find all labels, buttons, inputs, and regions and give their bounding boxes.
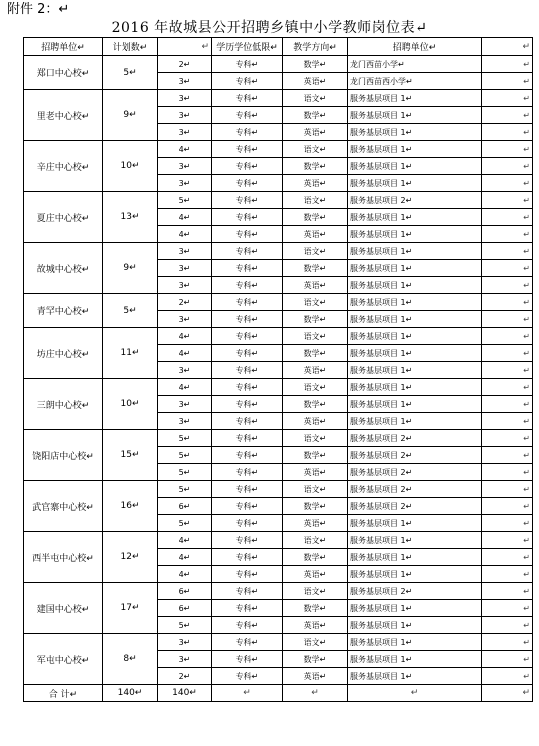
subject-cell: 数学↵ xyxy=(283,107,348,124)
education-level-cell: 专科↵ xyxy=(212,107,283,124)
subject-cell: 英语↵ xyxy=(283,464,348,481)
school-unit-cell: 建国中心校↵ xyxy=(24,583,103,634)
post-count-cell: 3↵ xyxy=(158,311,212,328)
table-row xyxy=(24,192,533,209)
table-row xyxy=(24,56,533,73)
recruiting-unit-cell: 服务基层项目 1↵ xyxy=(348,175,482,192)
row-end-mark: ↵ xyxy=(482,209,533,226)
table-row xyxy=(24,90,533,107)
recruiting-unit-cell: 服务基层项目 1↵ xyxy=(348,600,482,617)
recruiting-unit-cell: 服务基层项目 1↵ xyxy=(348,209,482,226)
recruiting-unit-cell: 服务基层项目 1↵ xyxy=(348,124,482,141)
post-count-cell: 3↵ xyxy=(158,396,212,413)
post-count-cell: 4↵ xyxy=(158,532,212,549)
subject-cell: 语文↵ xyxy=(283,328,348,345)
subject-cell: 英语↵ xyxy=(283,124,348,141)
subject-cell: 英语↵ xyxy=(283,362,348,379)
education-level-cell: 专科↵ xyxy=(212,158,283,175)
recruiting-unit-cell: 龙门西苗西小学↵ xyxy=(348,73,482,90)
plan-count-cell: 10↵ xyxy=(103,379,158,430)
education-level-cell: 专科↵ xyxy=(212,141,283,158)
recruiting-unit-cell: 服务基层项目 2↵ xyxy=(348,498,482,515)
row-end-mark: ↵ xyxy=(482,107,533,124)
recruiting-unit-cell: 服务基层项目 1↵ xyxy=(348,260,482,277)
total-sum: 140↵ xyxy=(158,685,212,702)
row-end-mark: ↵ xyxy=(482,73,533,90)
plan-count-cell: 5↵ xyxy=(103,56,158,90)
subject-cell: 语文↵ xyxy=(283,481,348,498)
subject-cell: 数学↵ xyxy=(283,260,348,277)
recruiting-unit-cell: 服务基层项目 2↵ xyxy=(348,447,482,464)
education-level-cell: 专科↵ xyxy=(212,90,283,107)
recruiting-unit-cell: 服务基层项目 1↵ xyxy=(348,532,482,549)
post-count-cell: 5↵ xyxy=(158,515,212,532)
table-row xyxy=(24,634,533,651)
school-unit-cell: 军屯中心校↵ xyxy=(24,634,103,685)
recruiting-unit-cell: 服务基层项目 1↵ xyxy=(348,345,482,362)
post-count-cell: 3↵ xyxy=(158,651,212,668)
education-level-cell: 专科↵ xyxy=(212,515,283,532)
post-count-cell: 3↵ xyxy=(158,90,212,107)
education-level-cell: 专科↵ xyxy=(212,651,283,668)
education-level-cell: 专科↵ xyxy=(212,379,283,396)
table-row xyxy=(24,481,533,498)
row-end-mark: ↵ xyxy=(482,362,533,379)
row-end-mark: ↵ xyxy=(482,481,533,498)
row-end-mark: ↵ xyxy=(482,668,533,685)
total-subject: ↵ xyxy=(283,685,348,702)
subject-cell: 英语↵ xyxy=(283,668,348,685)
subject-cell: 语文↵ xyxy=(283,583,348,600)
post-count-cell: 5↵ xyxy=(158,430,212,447)
school-unit-cell: 饶阳店中心校↵ xyxy=(24,430,103,481)
education-level-cell: 专科↵ xyxy=(212,532,283,549)
row-end-mark: ↵ xyxy=(482,158,533,175)
recruiting-unit-cell: 服务基层项目 1↵ xyxy=(348,634,482,651)
recruiting-unit-cell: 服务基层项目 1↵ xyxy=(348,651,482,668)
row-end-mark: ↵ xyxy=(482,124,533,141)
subject-cell: 英语↵ xyxy=(283,277,348,294)
post-count-cell: 4↵ xyxy=(158,209,212,226)
recruiting-unit-cell: 服务基层项目 1↵ xyxy=(348,566,482,583)
recruiting-unit-cell: 服务基层项目 1↵ xyxy=(348,668,482,685)
school-unit-cell: 三朗中心校↵ xyxy=(24,379,103,430)
total-end: ↵ xyxy=(482,685,533,702)
recruiting-unit-cell: 服务基层项目 1↵ xyxy=(348,311,482,328)
education-level-cell: 专科↵ xyxy=(212,447,283,464)
header-subject: 教学方向↵ xyxy=(283,38,348,56)
post-count-cell: 5↵ xyxy=(158,464,212,481)
table-row xyxy=(24,379,533,396)
row-end-mark: ↵ xyxy=(482,600,533,617)
header-edu: 学历学位低限↵ xyxy=(212,38,283,56)
post-count-cell: 4↵ xyxy=(158,328,212,345)
recruiting-unit-cell: 服务基层项目 2↵ xyxy=(348,583,482,600)
row-end-mark: ↵ xyxy=(482,498,533,515)
table-body xyxy=(24,56,533,685)
row-end-mark: ↵ xyxy=(482,175,533,192)
plan-count-cell: 16↵ xyxy=(103,481,158,532)
post-count-cell: 3↵ xyxy=(158,362,212,379)
row-end-mark: ↵ xyxy=(482,396,533,413)
education-level-cell: 专科↵ xyxy=(212,481,283,498)
subject-cell: 语文↵ xyxy=(283,379,348,396)
header-unit: 招聘单位↵ xyxy=(24,38,103,56)
row-end-mark: ↵ xyxy=(482,226,533,243)
table-row xyxy=(24,141,533,158)
subject-cell: 语文↵ xyxy=(283,243,348,260)
recruiting-unit-cell: 服务基层项目 1↵ xyxy=(348,141,482,158)
header-post-unit: 招聘单位↵ xyxy=(348,38,482,56)
total-label: 合 计↵ xyxy=(24,685,103,702)
table-row xyxy=(24,532,533,549)
subject-cell: 英语↵ xyxy=(283,515,348,532)
education-level-cell: 专科↵ xyxy=(212,617,283,634)
header-end: ↵ xyxy=(482,38,533,56)
recruiting-unit-cell: 服务基层项目 1↵ xyxy=(348,243,482,260)
school-unit-cell: 郑口中心校↵ xyxy=(24,56,103,90)
recruiting-unit-cell: 服务基层项目 1↵ xyxy=(348,294,482,311)
post-count-cell: 4↵ xyxy=(158,566,212,583)
subject-cell: 英语↵ xyxy=(283,566,348,583)
subject-cell: 语文↵ xyxy=(283,532,348,549)
plan-count-cell: 12↵ xyxy=(103,532,158,583)
post-count-cell: 6↵ xyxy=(158,498,212,515)
education-level-cell: 专科↵ xyxy=(212,396,283,413)
education-level-cell: 专科↵ xyxy=(212,192,283,209)
education-level-cell: 专科↵ xyxy=(212,209,283,226)
education-level-cell: 专科↵ xyxy=(212,600,283,617)
plan-count-cell: 9↵ xyxy=(103,90,158,141)
row-end-mark: ↵ xyxy=(482,345,533,362)
recruiting-unit-cell: 服务基层项目 1↵ xyxy=(348,617,482,634)
row-end-mark: ↵ xyxy=(482,549,533,566)
total-row xyxy=(24,685,533,702)
education-level-cell: 专科↵ xyxy=(212,464,283,481)
post-count-cell: 3↵ xyxy=(158,413,212,430)
subject-cell: 数学↵ xyxy=(283,549,348,566)
post-count-cell: 3↵ xyxy=(158,158,212,175)
row-end-mark: ↵ xyxy=(482,311,533,328)
plan-count-cell: 9↵ xyxy=(103,243,158,294)
subject-cell: 英语↵ xyxy=(283,413,348,430)
post-count-cell: 4↵ xyxy=(158,345,212,362)
education-level-cell: 专科↵ xyxy=(212,294,283,311)
post-count-cell: 3↵ xyxy=(158,73,212,90)
row-end-mark: ↵ xyxy=(482,447,533,464)
recruiting-unit-cell: 服务基层项目 1↵ xyxy=(348,90,482,107)
row-end-mark: ↵ xyxy=(482,651,533,668)
header-plan: 计划数↵ xyxy=(103,38,158,56)
recruiting-unit-cell: 服务基层项目 1↵ xyxy=(348,396,482,413)
page-title: 2016 年故城县公开招聘乡镇中小学教师岗位表↵ xyxy=(111,20,428,36)
education-level-cell: 专科↵ xyxy=(212,413,283,430)
row-end-mark: ↵ xyxy=(482,141,533,158)
post-count-cell: 5↵ xyxy=(158,192,212,209)
school-unit-cell: 夏庄中心校↵ xyxy=(24,192,103,243)
row-end-mark: ↵ xyxy=(482,583,533,600)
table-row xyxy=(24,583,533,600)
recruiting-unit-cell: 服务基层项目 1↵ xyxy=(348,379,482,396)
row-end-mark: ↵ xyxy=(482,515,533,532)
recruiting-unit-cell: 服务基层项目 1↵ xyxy=(348,515,482,532)
row-end-mark: ↵ xyxy=(482,260,533,277)
attachment-label: 附件 2：↵ xyxy=(7,2,70,17)
subject-cell: 英语↵ xyxy=(283,175,348,192)
education-level-cell: 专科↵ xyxy=(212,243,283,260)
subject-cell: 英语↵ xyxy=(283,226,348,243)
school-unit-cell: 里老中心校↵ xyxy=(24,90,103,141)
table-row xyxy=(24,243,533,260)
table-row xyxy=(24,328,533,345)
subject-cell: 语文↵ xyxy=(283,430,348,447)
row-end-mark: ↵ xyxy=(482,532,533,549)
recruiting-unit-cell: 服务基层项目 1↵ xyxy=(348,158,482,175)
recruiting-unit-cell: 服务基层项目 2↵ xyxy=(348,464,482,481)
plan-count-cell: 11↵ xyxy=(103,328,158,379)
education-level-cell: 专科↵ xyxy=(212,362,283,379)
school-unit-cell: 武官寨中心校↵ xyxy=(24,481,103,532)
subject-cell: 数学↵ xyxy=(283,600,348,617)
subject-cell: 数学↵ xyxy=(283,311,348,328)
post-count-cell: 5↵ xyxy=(158,447,212,464)
post-count-cell: 4↵ xyxy=(158,379,212,396)
education-level-cell: 专科↵ xyxy=(212,175,283,192)
post-count-cell: 2↵ xyxy=(158,294,212,311)
row-end-mark: ↵ xyxy=(482,294,533,311)
post-count-cell: 2↵ xyxy=(158,668,212,685)
total-post: ↵ xyxy=(348,685,482,702)
education-level-cell: 专科↵ xyxy=(212,260,283,277)
plan-count-cell: 10↵ xyxy=(103,141,158,192)
header-row xyxy=(24,38,533,56)
plan-count-cell: 17↵ xyxy=(103,583,158,634)
recruiting-unit-cell: 服务基层项目 1↵ xyxy=(348,277,482,294)
school-unit-cell: 坊庄中心校↵ xyxy=(24,328,103,379)
post-count-cell: 4↵ xyxy=(158,549,212,566)
school-unit-cell: 西半屯中心校↵ xyxy=(24,532,103,583)
education-level-cell: 专科↵ xyxy=(212,668,283,685)
post-count-cell: 3↵ xyxy=(158,260,212,277)
school-unit-cell: 辛庄中心校↵ xyxy=(24,141,103,192)
post-count-cell: 3↵ xyxy=(158,277,212,294)
school-unit-cell: 青罕中心校↵ xyxy=(24,294,103,328)
education-level-cell: 专科↵ xyxy=(212,277,283,294)
subject-cell: 英语↵ xyxy=(283,617,348,634)
post-count-cell: 3↵ xyxy=(158,107,212,124)
subject-cell: 语文↵ xyxy=(283,141,348,158)
positions-table xyxy=(23,37,533,702)
subject-cell: 语文↵ xyxy=(283,634,348,651)
row-end-mark: ↵ xyxy=(482,192,533,209)
recruiting-unit-cell: 服务基层项目 1↵ xyxy=(348,413,482,430)
row-end-mark: ↵ xyxy=(482,430,533,447)
recruiting-unit-cell: 服务基层项目 1↵ xyxy=(348,226,482,243)
post-count-cell: 5↵ xyxy=(158,481,212,498)
education-level-cell: 专科↵ xyxy=(212,583,283,600)
plan-count-cell: 15↵ xyxy=(103,430,158,481)
post-count-cell: 3↵ xyxy=(158,243,212,260)
education-level-cell: 专科↵ xyxy=(212,311,283,328)
education-level-cell: 专科↵ xyxy=(212,73,283,90)
school-unit-cell: 故城中心校↵ xyxy=(24,243,103,294)
education-level-cell: 专科↵ xyxy=(212,328,283,345)
subject-cell: 数学↵ xyxy=(283,447,348,464)
row-end-mark: ↵ xyxy=(482,243,533,260)
table-row xyxy=(24,430,533,447)
subject-cell: 语文↵ xyxy=(283,90,348,107)
post-count-cell: 4↵ xyxy=(158,226,212,243)
subject-cell: 数学↵ xyxy=(283,345,348,362)
row-end-mark: ↵ xyxy=(482,277,533,294)
post-count-cell: 3↵ xyxy=(158,175,212,192)
subject-cell: 数学↵ xyxy=(283,396,348,413)
total-edu: ↵ xyxy=(212,685,283,702)
recruiting-unit-cell: 服务基层项目 2↵ xyxy=(348,481,482,498)
header-mark: ↵ xyxy=(158,38,212,56)
row-end-mark: ↵ xyxy=(482,634,533,651)
table-row xyxy=(24,294,533,311)
row-end-mark: ↵ xyxy=(482,379,533,396)
row-end-mark: ↵ xyxy=(482,328,533,345)
post-count-cell: 6↵ xyxy=(158,583,212,600)
subject-cell: 数学↵ xyxy=(283,56,348,73)
education-level-cell: 专科↵ xyxy=(212,549,283,566)
row-end-mark: ↵ xyxy=(482,413,533,430)
row-end-mark: ↵ xyxy=(482,56,533,73)
education-level-cell: 专科↵ xyxy=(212,634,283,651)
subject-cell: 数学↵ xyxy=(283,651,348,668)
plan-count-cell: 13↵ xyxy=(103,192,158,243)
post-count-cell: 5↵ xyxy=(158,617,212,634)
post-count-cell: 6↵ xyxy=(158,600,212,617)
recruiting-unit-cell: 服务基层项目 2↵ xyxy=(348,430,482,447)
education-level-cell: 专科↵ xyxy=(212,498,283,515)
recruiting-unit-cell: 服务基层项目 2↵ xyxy=(348,192,482,209)
row-end-mark: ↵ xyxy=(482,617,533,634)
post-count-cell: 4↵ xyxy=(158,141,212,158)
education-level-cell: 专科↵ xyxy=(212,226,283,243)
education-level-cell: 专科↵ xyxy=(212,430,283,447)
subject-cell: 数学↵ xyxy=(283,158,348,175)
education-level-cell: 专科↵ xyxy=(212,124,283,141)
recruiting-unit-cell: 龙门西苗小学↵ xyxy=(348,56,482,73)
plan-count-cell: 5↵ xyxy=(103,294,158,328)
total-plan: 140↵ xyxy=(103,685,158,702)
recruiting-unit-cell: 服务基层项目 1↵ xyxy=(348,549,482,566)
education-level-cell: 专科↵ xyxy=(212,566,283,583)
plan-count-cell: 8↵ xyxy=(103,634,158,685)
subject-cell: 语文↵ xyxy=(283,192,348,209)
subject-cell: 语文↵ xyxy=(283,294,348,311)
recruiting-unit-cell: 服务基层项目 1↵ xyxy=(348,107,482,124)
education-level-cell: 专科↵ xyxy=(212,56,283,73)
row-end-mark: ↵ xyxy=(482,566,533,583)
subject-cell: 数学↵ xyxy=(283,498,348,515)
post-count-cell: 3↵ xyxy=(158,124,212,141)
post-count-cell: 3↵ xyxy=(158,634,212,651)
subject-cell: 英语↵ xyxy=(283,73,348,90)
education-level-cell: 专科↵ xyxy=(212,345,283,362)
row-end-mark: ↵ xyxy=(482,90,533,107)
recruiting-unit-cell: 服务基层项目 1↵ xyxy=(348,328,482,345)
row-end-mark: ↵ xyxy=(482,464,533,481)
subject-cell: 数学↵ xyxy=(283,209,348,226)
recruiting-unit-cell: 服务基层项目 1↵ xyxy=(348,362,482,379)
post-count-cell: 2↵ xyxy=(158,56,212,73)
